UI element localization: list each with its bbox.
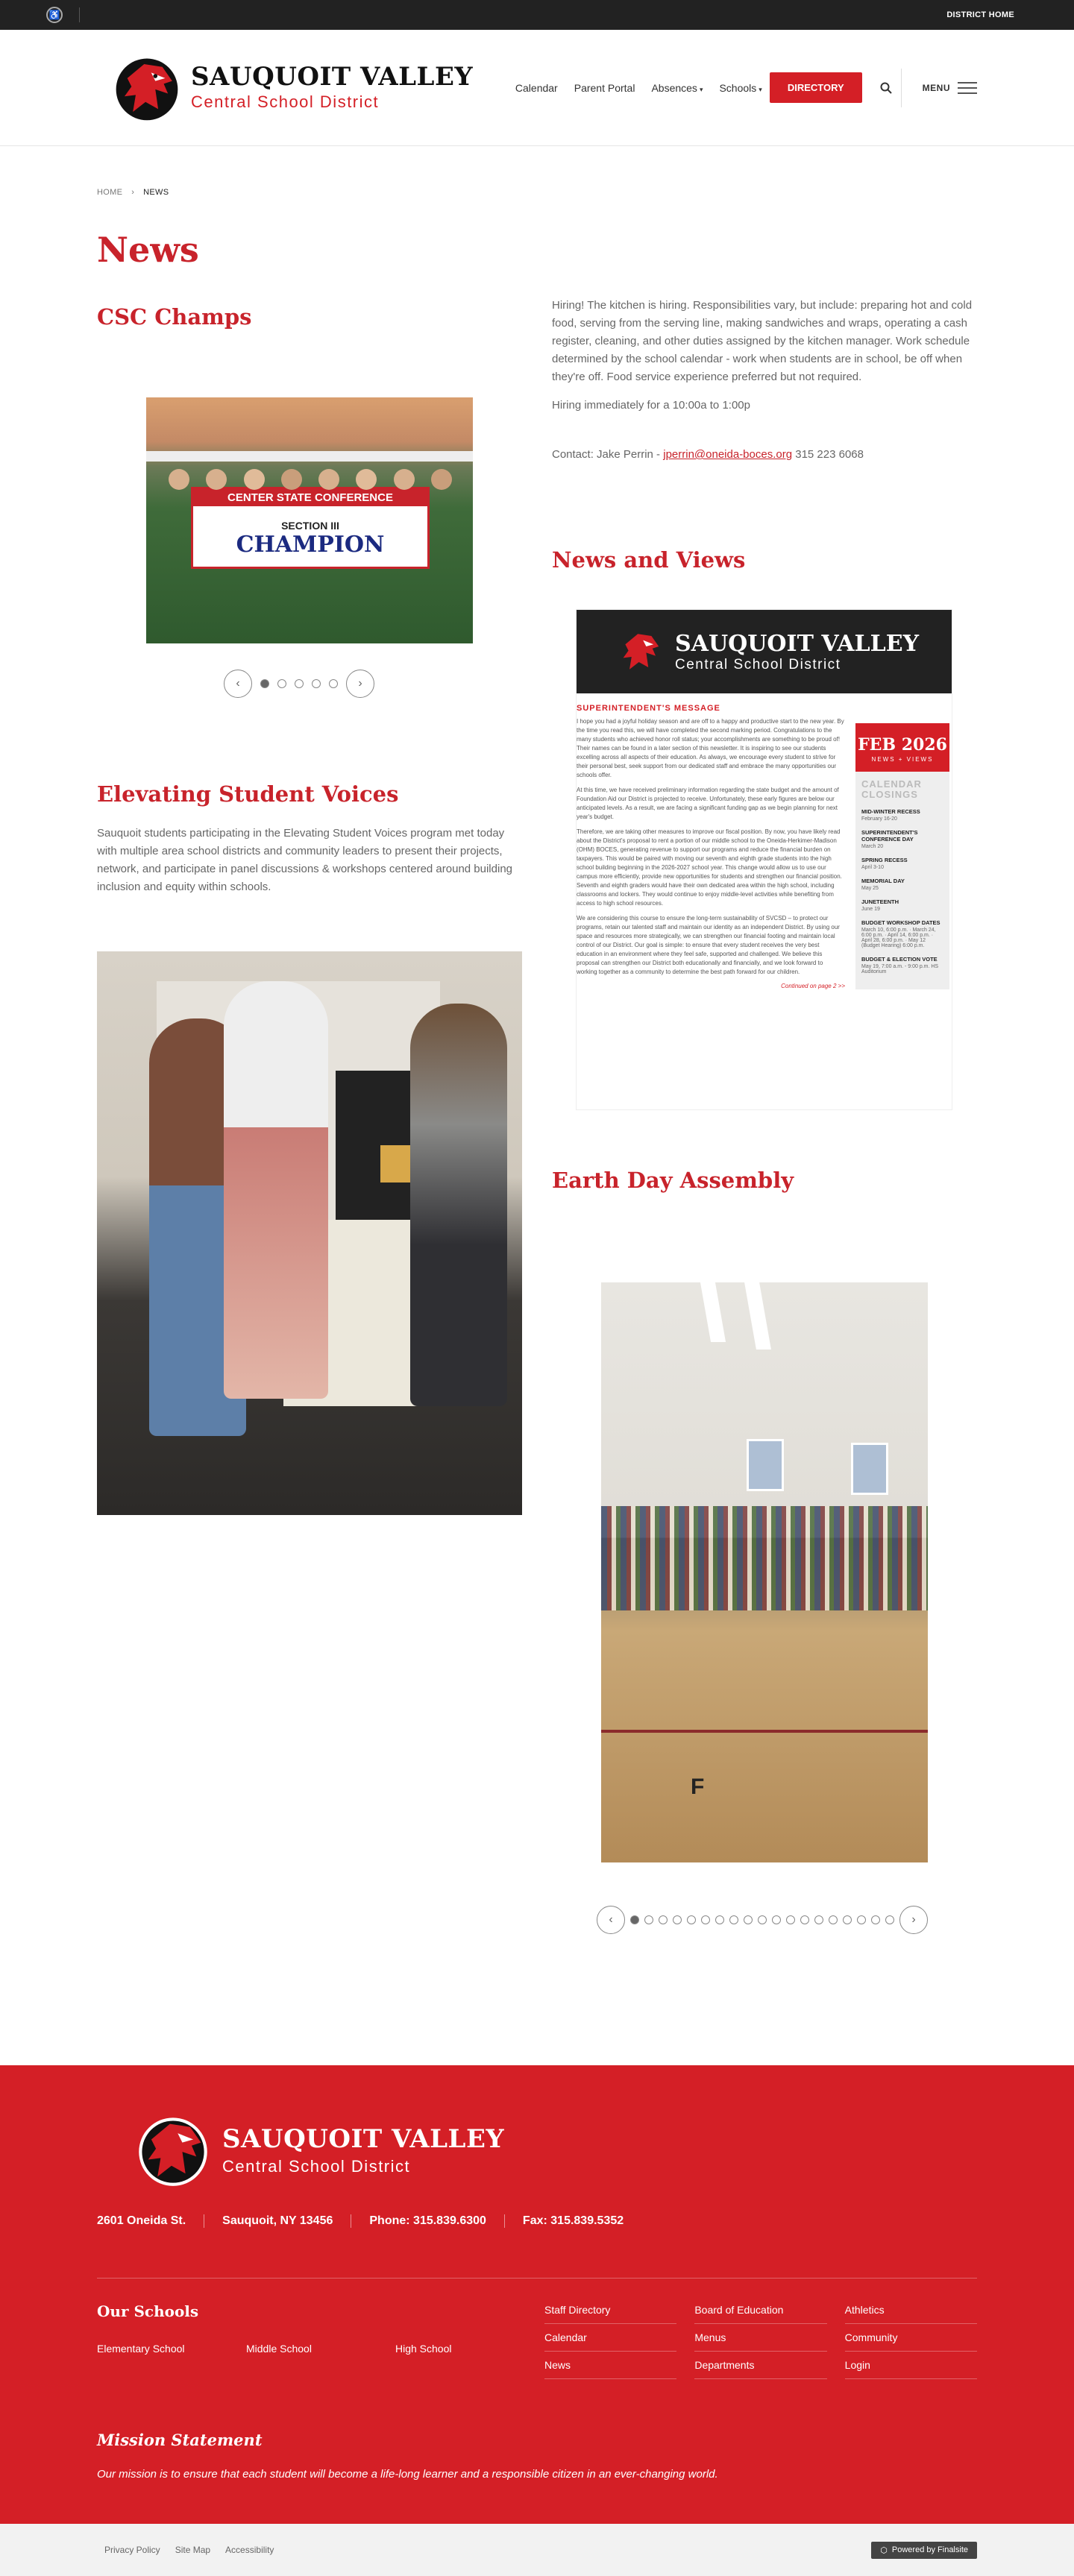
breadcrumb	[97, 146, 977, 197]
kitchen-contact	[552, 446, 977, 464]
menu-button[interactable]	[923, 78, 977, 98]
mission-heading: Mission Statement	[97, 2431, 263, 2449]
footer-link-menus[interactable]: Menus	[694, 2324, 826, 2352]
site-footer	[0, 2065, 1074, 2524]
legal-bar	[0, 2524, 1074, 2576]
calendar-heading: CALENDAR CLOSINGS	[861, 778, 922, 801]
slide-dot[interactable]	[814, 1915, 823, 1924]
csc-slider-controls	[224, 670, 374, 698]
slide-dot[interactable]	[871, 1915, 880, 1924]
slide-dot[interactable]	[715, 1915, 724, 1924]
right-column	[552, 289, 977, 1930]
nav-schools-label: Schools	[719, 81, 757, 94]
our-schools-heading: Our Schools	[97, 2302, 199, 2320]
newsletter-heading: SUPERINTENDENT'S MESSAGE	[577, 704, 720, 713]
event-name: MID-WINTER RECESS	[861, 807, 920, 815]
chevron-down-icon: ▾	[699, 85, 703, 93]
page-title: News	[97, 230, 199, 270]
footer-link-news[interactable]: News	[544, 2352, 676, 2379]
event-name: MEMORIAL DAY	[861, 877, 905, 884]
privacy-policy-link[interactable]: Privacy Policy	[104, 2545, 160, 2555]
left-column	[97, 289, 522, 1930]
fax-number: Fax: 315.839.5352	[504, 2214, 641, 2228]
slide-dot[interactable]	[843, 1915, 852, 1924]
issue-badge	[855, 723, 949, 772]
student-crowd	[601, 1506, 928, 1610]
finalsite-icon: ⬡	[880, 2545, 888, 2555]
kitchen-hiring-body: Hiring! The kitchen is hiring. Responsibilities vary, but include: preparing hot and cold food, serving from the serving line, making sandwiches and wraps, operating a cash register, cleaning, and other duties assigned by the kitchen manager. Work schedule determined by the school calendar - work when students are in school, be off when they're off. Food service experience preferred but not required.	[552, 299, 973, 383]
kitchen-hiring-hours: Hiring immediately for a 10:00a to 1:00p	[552, 399, 750, 412]
city-state-zip: Sauquoit, NY 13456	[204, 2214, 351, 2228]
accessibility-link[interactable]: Accessibility	[225, 2545, 274, 2555]
breadcrumb-home[interactable]: HOME	[97, 188, 123, 197]
phone-number[interactable]: Phone: 315.839.6300	[351, 2214, 504, 2228]
esv-photo[interactable]	[97, 951, 522, 1515]
main-content	[0, 146, 1074, 2065]
slide-dot[interactable]	[312, 679, 321, 688]
logo-subtitle: Central School District	[191, 92, 380, 111]
footer-link-login[interactable]: Login	[845, 2352, 977, 2379]
slide-dot[interactable]	[295, 679, 304, 688]
earth-day-slider-controls	[597, 1906, 928, 1934]
next-arrow-icon[interactable]: ›	[899, 1906, 928, 1934]
contact-email-link[interactable]: jperrin@oneida-boces.org	[663, 448, 793, 461]
slide-dot[interactable]	[687, 1915, 696, 1924]
footer-link-departments[interactable]: Departments	[694, 2352, 826, 2379]
nav-parent-portal[interactable]: Parent Portal	[574, 81, 635, 94]
newsletter-title: SAUQUOIT VALLEY	[675, 630, 920, 657]
student-right	[410, 1004, 507, 1406]
athletes	[169, 469, 452, 491]
event-name: BUDGET WORKSHOP DATES	[861, 919, 940, 926]
newsletter-paragraph: I hope you had a joyful holiday season and are off to a happy and productive start to the new year. By the time you read this, we will have completed the second marking period. Congratulations to the many students who achieved honor roll status; your accomplishments are something to be proud of! Their names can be found in a later section of this newsletter. It is inspiring to see our students excelling across all aspects of their education. As always, we encourage every student to strive for their personal best, seek support from our dedicated staff and embrace the many opportunities our schools offer.	[577, 718, 844, 778]
footer-link-staff-directory[interactable]: Staff Directory	[544, 2296, 676, 2324]
divider	[79, 7, 80, 22]
gym-window	[747, 1439, 784, 1491]
article-title-csc-champs[interactable]: CSC Champs	[97, 304, 252, 330]
footer-logo-subtitle: Central School District	[222, 2157, 411, 2176]
hawk-logo-icon	[134, 2111, 212, 2189]
contact-info	[97, 2214, 641, 2228]
newsletter-body	[577, 693, 952, 989]
court-line	[601, 1730, 928, 1733]
prev-arrow-icon[interactable]: ‹	[597, 1906, 625, 1934]
footer-link-athletics[interactable]: Athletics	[845, 2296, 977, 2324]
slide-dot[interactable]	[277, 679, 286, 688]
hawk-logo-icon	[112, 53, 182, 123]
banner-line-1: CENTER STATE CONFERENCE	[193, 489, 427, 506]
utility-bar	[0, 0, 1074, 30]
continued-note: Continued on page 2 >>	[781, 983, 845, 989]
footer-link-board-of-education[interactable]: Board of Education	[694, 2296, 826, 2324]
school-link-elementary[interactable]: Elementary School	[97, 2343, 185, 2355]
article-title-news-and-views[interactable]: News and Views	[552, 547, 746, 573]
hawk-logo-icon	[614, 626, 666, 678]
student-middle	[224, 981, 328, 1399]
event-date: June 19	[861, 906, 880, 912]
chevron-down-icon: ▾	[759, 85, 762, 93]
banner-line-2: SECTION III	[281, 520, 339, 532]
event-date: March 20	[861, 843, 884, 849]
footer-logo[interactable]	[134, 2111, 504, 2189]
superintendent-message	[577, 704, 855, 989]
banner-line-3: CHAMPION	[236, 532, 385, 558]
earth-day-photo[interactable]	[601, 1282, 928, 1862]
event-date: March 10, 6:00 p.m. · March 24, 6:00 p.m. · April 14, 6:00 p.m. · April 28, 6:00 p.m. · May 12 (Budget Hearing) 6:00 p.m.	[861, 927, 936, 948]
slide-dot[interactable]	[630, 1915, 639, 1924]
slide-dot[interactable]	[800, 1915, 809, 1924]
issue-date: FEB 2026	[858, 735, 947, 755]
esv-body: Sauquoit students participating in the Elevating Student Voices program met today with multiple area school districts and community leaders to present their projects, network, and participate in panel discussions & workshops centered around building inclusion and equity within schools.	[97, 827, 512, 893]
ceiling-light	[744, 1282, 771, 1350]
slide-dot[interactable]	[857, 1915, 866, 1924]
gym-window	[851, 1443, 888, 1495]
event-date: February 16-20	[861, 816, 897, 822]
logo-title: SAUQUOIT VALLEY	[191, 61, 474, 92]
next-arrow-icon[interactable]: ›	[346, 670, 374, 698]
footer-link-community[interactable]: Community	[845, 2324, 977, 2352]
schools-list	[97, 2343, 544, 2355]
court-letter: F	[691, 1774, 705, 1799]
slide-dot[interactable]	[786, 1915, 795, 1924]
newsletter-subtitle: Central School District	[675, 656, 841, 673]
prev-arrow-icon[interactable]: ‹	[224, 670, 252, 698]
slide-dot[interactable]	[659, 1915, 668, 1924]
slide-dot[interactable]	[772, 1915, 781, 1924]
event-name: BUDGET & ELECTION VOTE	[861, 955, 938, 963]
newsletter-header	[577, 610, 952, 693]
slide-dot[interactable]	[758, 1915, 767, 1924]
menu-label: MENU	[922, 82, 950, 93]
divider	[901, 69, 902, 107]
contact-phone: 315 223 6068	[792, 448, 864, 461]
slide-dot[interactable]	[329, 679, 338, 688]
site-map-link[interactable]: Site Map	[175, 2545, 211, 2555]
slide-dot[interactable]	[673, 1915, 682, 1924]
footer-link-calendar[interactable]: Calendar	[544, 2324, 676, 2352]
field-fence	[146, 451, 473, 462]
breadcrumb-current: NEWS	[143, 188, 169, 197]
contact-prefix: Contact: Jake Perrin -	[552, 448, 664, 461]
school-link-high[interactable]: High School	[395, 2343, 452, 2355]
divider	[97, 2278, 977, 2279]
main-nav	[515, 82, 762, 94]
event-date: May 19, 7:00 a.m. - 9:00 p.m. HS Auditorium	[861, 963, 939, 974]
school-link-middle[interactable]: Middle School	[246, 2343, 312, 2355]
slide-dot[interactable]	[729, 1915, 738, 1924]
issue-label: NEWS + VIEWS	[871, 756, 934, 763]
newsletter-sidebar	[855, 723, 949, 989]
event-date: April 3-10	[861, 864, 884, 870]
slide-dot[interactable]	[701, 1915, 710, 1924]
calendar-closings	[855, 772, 949, 982]
slide-dot[interactable]	[644, 1915, 653, 1924]
nav-calendar[interactable]: Calendar	[515, 81, 558, 94]
powered-by-label: Powered by Finalsite	[891, 2545, 968, 2554]
footer-links	[544, 2296, 977, 2379]
slide-dot[interactable]	[260, 679, 269, 688]
event-name: SPRING RECESS	[861, 856, 908, 863]
championship-banner	[191, 487, 430, 569]
newsletter-paragraph: Therefore, we are taking other measures to improve our fiscal position. By now, you have likely read about the District's proposal to rent a portion of our middle school to the Oneida-Herkimer-Madison (OHM) BOCES, generating revenue to support our programs and reduce the financial burden on taxpayers. This would be paired with moving our seventh and eighth grade students into the high school building beginning in the 2026-2027 school year. This change would allow us to use our campus more efficiently, provide new opportunities for students and strengthen our financial position. Seventh and eighth graders would have their own dedicated area within the high school, including classrooms and lockers. They would continue to enjoy middle-level activities while benefiting from access to high school resources.	[577, 828, 842, 907]
ceiling-light	[700, 1282, 726, 1342]
district-home-link[interactable]: DISTRICT HOME	[946, 10, 1014, 19]
footer-logo-title: SAUQUOIT VALLEY	[222, 2124, 505, 2154]
street-address: 2601 Oneida St.	[97, 2214, 186, 2227]
event-name: SUPERINTENDENT'S CONFERENCE DAY	[861, 828, 918, 843]
article-title-elevating-student-voices[interactable]: Elevating Student Voices	[97, 781, 399, 807]
nav-schools[interactable]	[719, 82, 761, 94]
chevron-right-icon: ›	[131, 188, 135, 197]
article-title-earth-day-assembly[interactable]: Earth Day Assembly	[552, 1168, 794, 1193]
event-date: May 25	[861, 885, 879, 891]
newsletter-paragraph: We are considering this course to ensure the long-term sustainability of SVCSD – to protect our programs, retain our talented staff and maintain our identity as an independent District. By using our space and resources more strategically, we can strengthen our financial footing and maintain local control of our District. Our goal is simple: to ensure that every student receives the very best education in an environment where they feel safe, supported and challenged. We believe this proposal can strengthen our District both educationally and financially, and we look forward to working together as a community to determine the best path forward for our children.	[577, 915, 840, 975]
slide-dot[interactable]	[829, 1915, 838, 1924]
event-name: JUNETEENTH	[861, 898, 899, 905]
newsletter-paragraph: At this time, we have received preliminary information regarding the state budget and the amount of Foundation Aid our District is projected to receive. Unfortunately, these early figures are below our anticipated levels. As a result, we are facing a significant funding gap as we begin planning for next year's budget.	[577, 787, 839, 820]
directory-button[interactable]: DIRECTORY	[770, 72, 862, 103]
slide-dot[interactable]	[885, 1915, 894, 1924]
hamburger-icon	[958, 78, 977, 98]
nav-absences[interactable]	[651, 82, 703, 94]
slide-dot[interactable]	[744, 1915, 753, 1924]
site-header	[0, 30, 1074, 146]
nav-absences-label: Absences	[651, 81, 697, 94]
powered-by-badge[interactable]	[871, 2542, 977, 2559]
mission-text: Our mission is to ensure that each student will become a life-long learner and a responsible citizen in an ever-changing world.	[97, 2468, 718, 2481]
search-icon[interactable]	[880, 82, 892, 94]
csc-champs-photo[interactable]	[146, 397, 473, 643]
accessibility-icon[interactable]: ♿	[46, 7, 63, 23]
site-logo[interactable]	[112, 53, 473, 123]
newsletter-image[interactable]	[577, 610, 952, 1109]
